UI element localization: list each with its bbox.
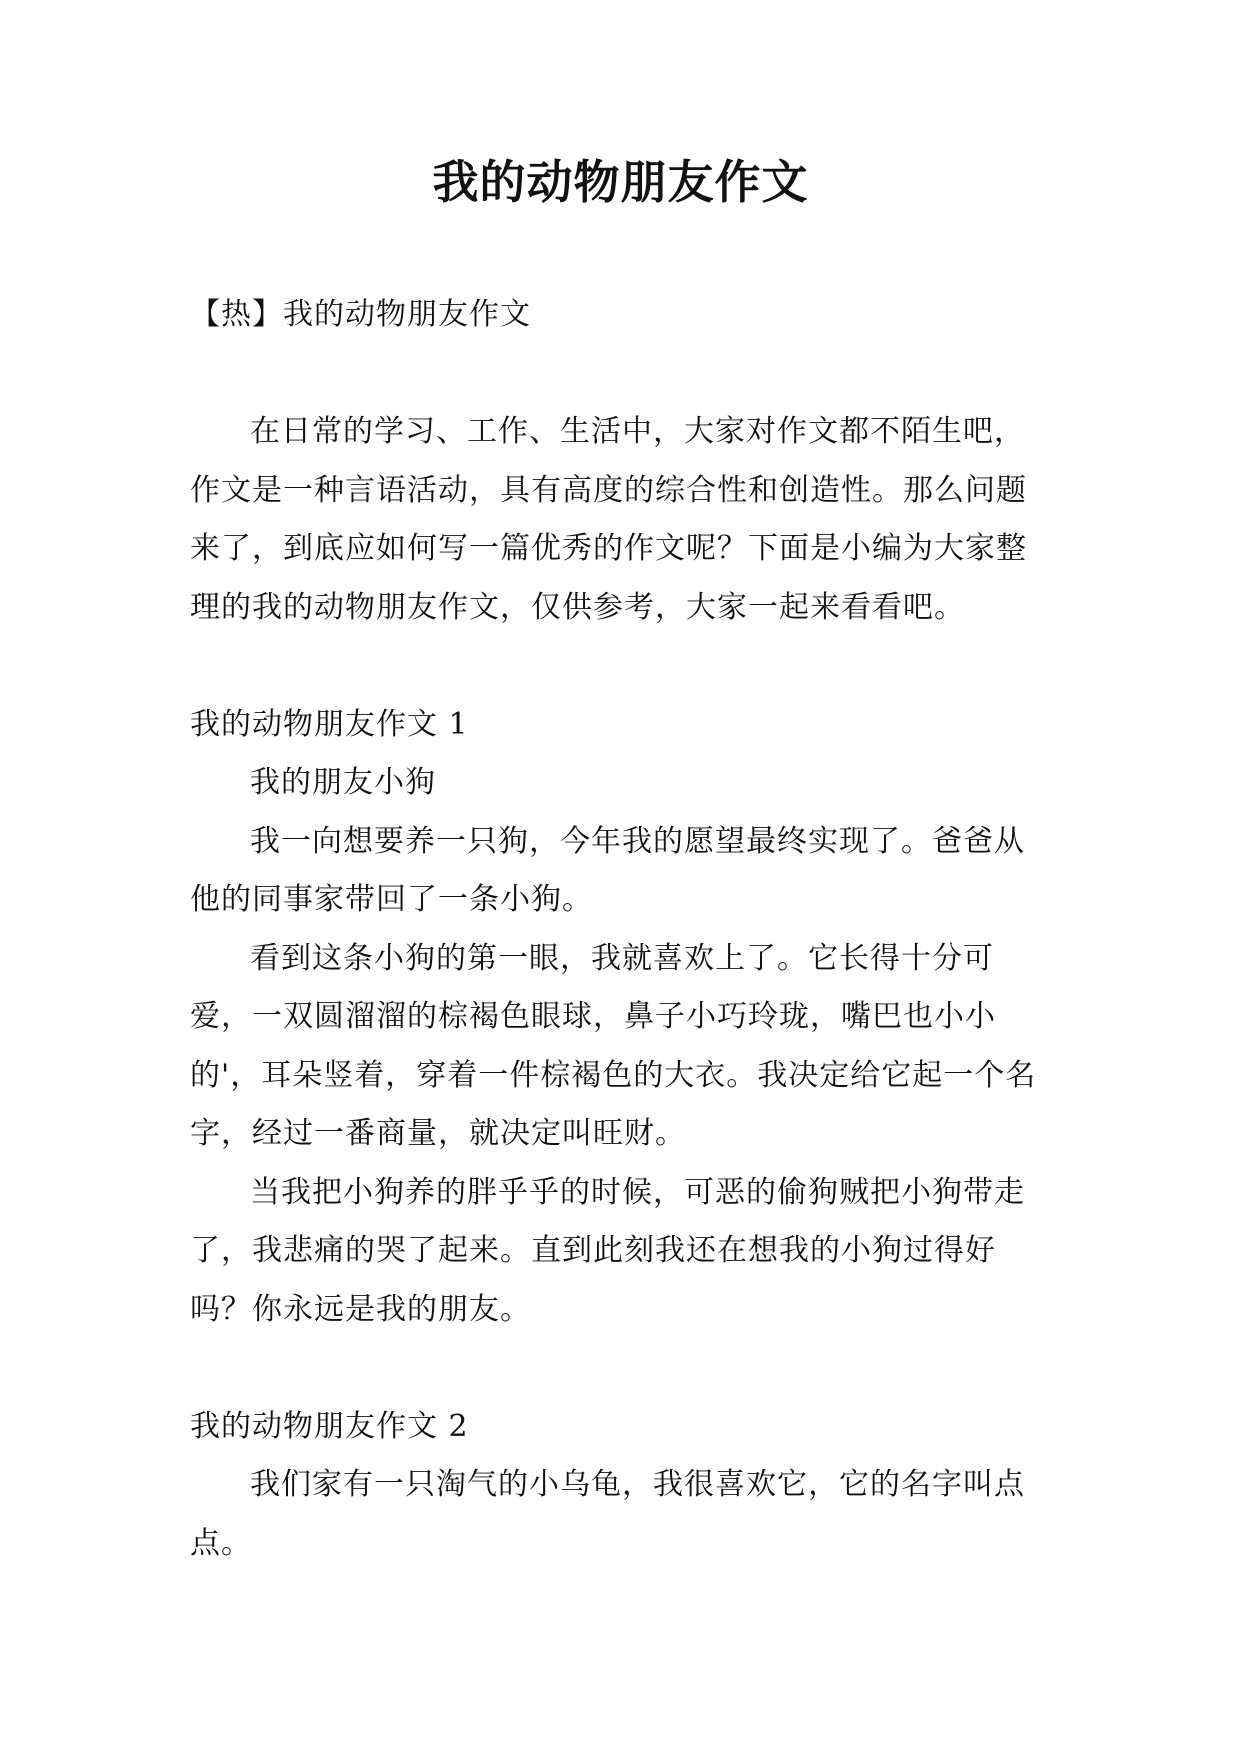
essay-title: 我的朋友小狗 xyxy=(250,765,436,800)
section1-paragraph-3: 当我把小狗养的胖乎乎的时候，可恶的偷狗贼把小狗带走了，我悲痛的哭了起来。直到此刻我还在想我的小狗过得好吗？你永远是我的朋友。 xyxy=(190,1174,1025,1327)
section1-paragraph-1: 我一向想要养一只狗，今年我的愿望最终实现了。爸爸从他的同事家带回了一条小狗。 xyxy=(190,823,1025,917)
document-subtitle: 【热】我的动物朋友作文 xyxy=(190,297,531,332)
section2-paragraph-1: 我们家有一只淘气的小乌龟，我很喜欢它，它的名字叫点点。 xyxy=(190,1467,1025,1561)
document-title: 我的动物朋友作文 xyxy=(432,155,809,209)
section-heading-1: 我的动物朋友作文 1 xyxy=(190,706,469,742)
section1-paragraph-2: 看到这条小狗的第一眼，我就喜欢上了。它长得十分可爱，一双圆溜溜的棕褐色眼球，鼻子小巧玲珑，嘴巴也小小的'，耳朵竖着，穿着一件棕褐色的大衣。我决定给它起一个名字，经过一番商量，就决定叫旺财。 xyxy=(190,940,1037,1151)
document-body xyxy=(190,286,1052,1573)
section-heading-2: 我的动物朋友作文 2 xyxy=(190,1408,469,1444)
intro-paragraph: 在日常的学习、工作、生活中，大家对作文都不陌生吧，作文是一种言语活动，具有高度的综合性和创造性。那么问题来了，到底应如何写一篇优秀的作文呢？下面是小编为大家整理的我的动物朋友作文，仅供参考，大家一起来看看吧。 xyxy=(190,414,1027,625)
